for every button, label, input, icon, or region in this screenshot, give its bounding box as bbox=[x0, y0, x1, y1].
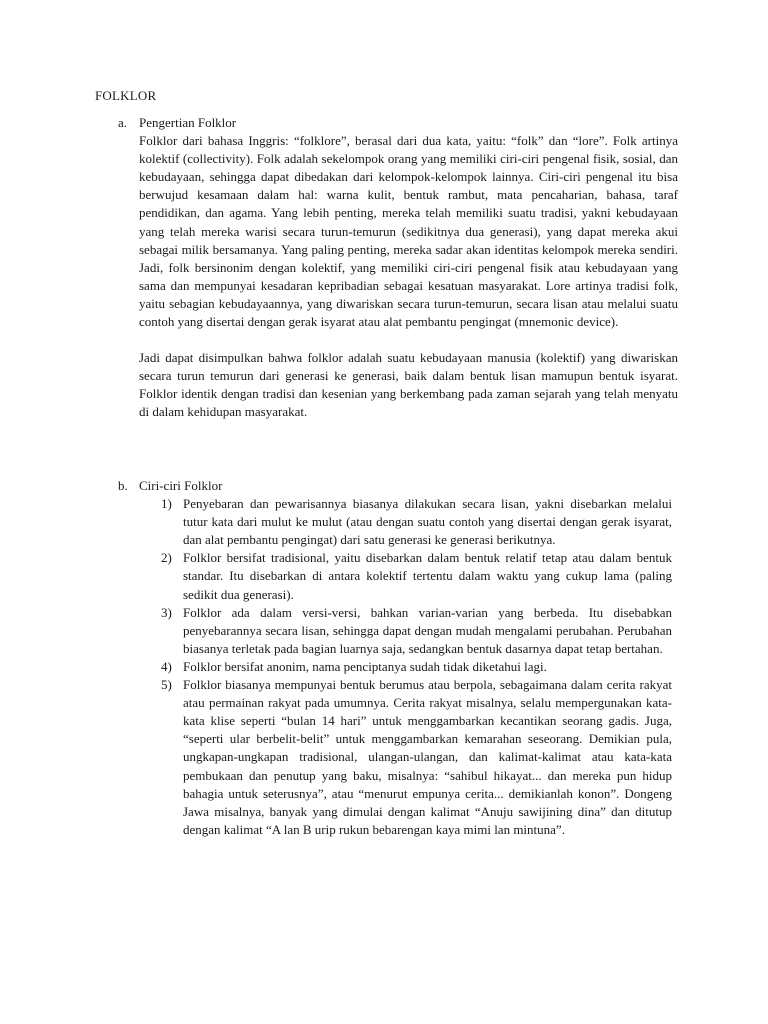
list-item-text: Folklor biasanya mempunyai bentuk berumus atau berpola, sebagaimana dalam cerita rakyat atau permainan rakyat pada umumnya. Cerita rakyat misalnya, selalu mempergunakan kata-kata klise seperti “bulan 14 hari” untuk menggambarkan kecantikan seorang gadis. Juga, “seperti ular berbelit-belit” untuk menggambarkan kemarahan seseorang. Demikian pula, ungkapan-ungkapan tradisional, ulangan-ulangan, dan kalimat-kalimat atau kata-kata pembukaan dan penutup yang baku, misalnya: “sahibul hikayat... dan mereka pun hidup bahagia untuk seterusnya”, atau “menurut empunya cerita... demikianlah konon”. Dongeng Jawa misalnya, banyak yang dimulai dengan kalimat “Anuju sawijining dina” dan ditutup dengan kalimat “A lan B urip rukun bebarengan kaya mimi lan mintuna”. bbox=[183, 677, 672, 837]
list-item-number: 5) bbox=[161, 677, 172, 693]
list-item-number: 2) bbox=[161, 550, 172, 566]
section-b-heading bbox=[118, 477, 678, 495]
list-item-number: 3) bbox=[161, 604, 172, 620]
section-a-heading bbox=[118, 114, 678, 132]
list-item-number: 1) bbox=[161, 496, 172, 512]
paragraph: Folklor dari bahasa Inggris: “folklore”, berasal dari dua kata, yaitu: “folk” dan “lore”. Folk artinya kolektif (collectivity). Folk adalah sekelompok orang yang memiliki ciri-ciri pengenal fisik, sosial, dan kebudayaan, sehingga dapat dibedakan dari kelompok-kelompok lainnya. Ciri-ciri pengenal itu bisa berwujud kesamaan dalam hal: warna kulit, bentuk rambut, mata pencaharian, bahasa, taraf pendidikan, dan agama. Yang lebih penting, mereka telah memiliki suatu tradisi, yakni kebudayaan yang telah mereka warisi secara turun-temurun (sedikitnya dua generasi), yang dapat mereka akui sebagai milik bersamanya. Yang paling penting, mereka sadar akan identitas kelompok mereka sendiri. Jadi, folk bersinonim dengan kolektif, yang memiliki ciri-ciri pengenal fisik atau kebudayaan yang sama dan mempunyai kesadaran kepribadian sebagai kesatuan masyarakat. Lore artinya tradisi folk, yaitu sebagian kebudayaannya, yang diwariskan secara turun-temurun, secara lisan atau melalui suatu contoh yang disertai dengan gerak isyarat atau alat pembantu pengingat (mnemonic device). bbox=[139, 133, 678, 330]
list-item-text: Folklor bersifat anonim, nama penciptanya sudah tidak diketahui lagi. bbox=[183, 658, 547, 674]
characteristics-list bbox=[118, 495, 678, 839]
section-b bbox=[118, 477, 678, 839]
section-a-title: Pengertian Folklor bbox=[139, 115, 237, 130]
list-item bbox=[161, 658, 678, 676]
section-a bbox=[118, 114, 678, 422]
list-item bbox=[161, 549, 678, 603]
section-a-letter: a. bbox=[118, 115, 128, 130]
document-title: FOLKLOR bbox=[95, 88, 157, 103]
paragraph: Jadi dapat disimpulkan bahwa folklor adalah suatu kebudayaan manusia (kolektif) yang diwariskan secara turun temurun dari generasi ke generasi, baik dalam bentuk lisan mamupun bentuk isyarat. Folklor identik dengan tradisi dan kesenian yang berkembang pada zaman sejarah yang telah menyatu di dalam kehidupan masyarakat. bbox=[139, 350, 678, 420]
list-item bbox=[161, 604, 678, 658]
list-item-text: Folklor bersifat tradisional, yaitu disebarkan dalam bentuk relatif tetap atau dalam bentuk standar. Itu disebarkan di antara kolektif tertentu dalam waktu yang cukup lama (paling sedikit dua generasi). bbox=[183, 550, 672, 602]
list-item-text: Penyebaran dan pewarisannya biasanya dilakukan secara lisan, yakni disebarkan melalui tutur kata dari mulut ke mulut (atau dengan suatu contoh yang disertai dengan gerak isyarat, dan alat pembantu pengingat) dari satu generasi ke generasi berikutnya. bbox=[183, 496, 672, 548]
section-a-body bbox=[139, 132, 678, 421]
list-item-text: Folklor ada dalam versi-versi, bahkan varian-varian yang berbeda. Itu disebabkan penyebarannya secara lisan, sehingga dapat dengan mudah mengalami perubahan. Perubahan biasanya terletak pada bagian luarnya saja, sedangkan bentuk dasarnya dapat tetap bertahan. bbox=[183, 604, 672, 656]
list-item-number: 4) bbox=[161, 658, 172, 674]
section-b-letter: b. bbox=[118, 478, 128, 493]
section-b-title: Ciri-ciri Folklor bbox=[139, 478, 223, 493]
list-item bbox=[161, 495, 678, 549]
list-item bbox=[161, 676, 678, 839]
